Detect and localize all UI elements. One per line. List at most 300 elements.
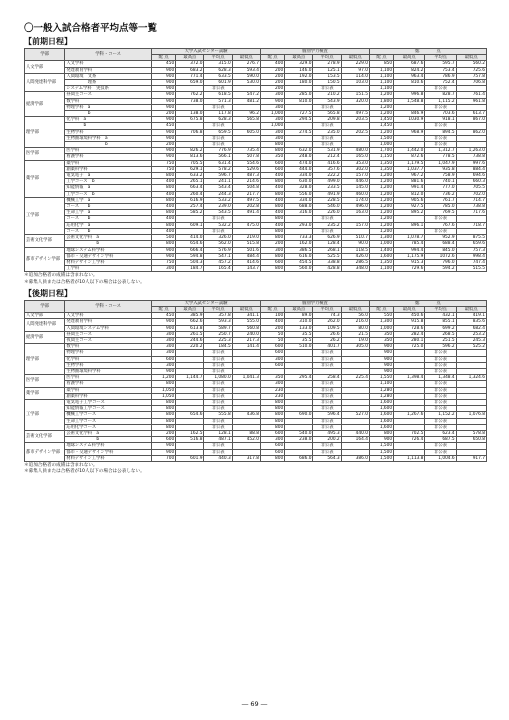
- value-cell: 800: [152, 185, 176, 191]
- value-cell: 348.0: [341, 266, 369, 272]
- course-cell: 昼間主コース: [65, 92, 152, 98]
- value-cell: 1,550: [369, 375, 393, 381]
- value-cell: 613.7: [456, 111, 486, 117]
- value-cell: 446.0: [341, 179, 369, 185]
- value-cell: 233.5: [313, 185, 341, 191]
- course-cell: 数学科: [65, 344, 152, 350]
- value-cell: 699.2: [425, 325, 456, 331]
- value-cell: 800: [261, 179, 285, 185]
- value-cell: 282.4: [394, 331, 425, 337]
- value-cell: 761.4: [456, 92, 486, 98]
- value-cell: 293.0: [285, 222, 313, 228]
- value-cell: 460.0: [341, 191, 369, 197]
- value-cell: 1,200: [369, 104, 393, 110]
- course-cell: 化学科: [65, 356, 152, 362]
- value-cell: 225.3: [204, 337, 232, 343]
- value-cell: 484.4: [232, 253, 260, 259]
- value-cell: 800: [261, 399, 285, 405]
- value-cell: 143.7: [232, 266, 260, 272]
- value-cell: 550: [369, 313, 393, 319]
- value-cell: 非公表: [204, 216, 232, 222]
- value-cell: 192.0: [285, 73, 313, 79]
- value-cell: 497.5: [232, 197, 260, 203]
- value-cell: 334.0: [285, 173, 313, 179]
- value-cell: 800: [152, 241, 176, 247]
- header-col: 配 点: [369, 306, 393, 312]
- value-cell: 609.1: [176, 222, 204, 228]
- value-cell: 654.6: [176, 412, 204, 418]
- value-cell: 219.0: [232, 235, 260, 241]
- course-cell: b: [65, 111, 152, 117]
- value-cell: 900: [369, 350, 393, 356]
- value-cell: 180.0: [285, 80, 313, 86]
- value-cell: 1,600: [369, 406, 393, 412]
- value-cell: 547.1: [204, 253, 232, 259]
- value-cell: 230: [261, 387, 285, 393]
- value-cell: 310.0: [285, 319, 313, 325]
- value-cell: 1,200: [369, 173, 393, 179]
- value-cell: 414.0: [176, 235, 204, 241]
- value-cell: 1,100: [369, 266, 393, 272]
- front-table: [24, 48, 487, 272]
- value-cell: 687.6: [394, 61, 425, 67]
- value-cell: 非公表: [204, 142, 232, 148]
- value-cell: 440.3: [204, 455, 232, 461]
- value-cell: 659.5: [204, 129, 232, 135]
- value-cell: 1,100: [369, 86, 393, 92]
- value-cell: 162.5: [176, 430, 204, 436]
- value-cell: 200.2: [313, 437, 341, 443]
- value-cell: 593.4: [232, 67, 260, 73]
- value-cell: 786.9: [425, 73, 456, 79]
- value-cell: 733.3: [285, 235, 313, 241]
- faculty-cell: 都市デザイン学部: [25, 443, 65, 462]
- header-col: 最高点: [285, 306, 313, 312]
- value-cell: 800: [152, 210, 176, 216]
- course-cell: 都市・交通デザイン学科: [65, 253, 152, 259]
- value-cell: 556.0: [285, 191, 313, 197]
- value-cell: 800: [152, 418, 176, 424]
- value-cell: 796.0: [425, 259, 456, 265]
- value-cell: 220.2: [176, 344, 204, 350]
- value-cell: 694.6: [456, 173, 486, 179]
- value-cell: 800: [152, 173, 176, 179]
- course-cell: 生物圏環境科学科 a: [65, 135, 152, 141]
- value-cell: 238.0: [285, 437, 313, 443]
- value-cell: 317.8: [232, 455, 260, 461]
- value-cell: 753.4: [425, 67, 456, 73]
- value-cell: 900: [152, 319, 176, 325]
- value-cell: 600: [261, 362, 285, 368]
- value-cell: 562.0: [204, 241, 232, 247]
- value-cell: 450: [152, 123, 176, 129]
- value-cell: 非公表: [204, 135, 232, 141]
- value-cell: 265.1: [176, 179, 204, 185]
- value-cell: 968.9: [394, 129, 425, 135]
- value-cell: 1030.9: [394, 117, 425, 123]
- value-cell: 440.0: [341, 430, 369, 436]
- value-cell: 725.6: [456, 67, 486, 73]
- value-cell: 400: [261, 197, 285, 203]
- note: ＊追加合格者の成績は含まれない。: [24, 273, 98, 279]
- value-cell: 531.9: [313, 148, 341, 154]
- value-cell: 900: [152, 443, 176, 449]
- value-cell: 593.3: [204, 319, 232, 325]
- value-cell: 705.5: [176, 160, 204, 166]
- value-cell: 900: [152, 325, 176, 331]
- value-cell: 1,398.4: [394, 375, 425, 381]
- value-cell: 非公表: [204, 362, 232, 368]
- course-cell: 電気電子工学コース: [65, 399, 152, 405]
- value-cell: 436.8: [232, 412, 260, 418]
- value-cell: 633.2: [176, 173, 204, 179]
- value-cell: 894.5: [425, 129, 456, 135]
- value-cell: 1,450: [369, 123, 393, 129]
- value-cell: 935.8: [425, 166, 456, 172]
- value-cell: 800: [261, 418, 285, 424]
- value-cell: 212.4: [313, 154, 341, 160]
- value-cell: 非公表: [313, 449, 341, 455]
- front-table-body: [25, 61, 487, 272]
- value-cell: 566.1: [204, 154, 232, 160]
- value-cell: 1,312.7: [425, 148, 456, 154]
- value-cell: 900: [152, 86, 176, 92]
- value-cell: 1,200: [369, 216, 393, 222]
- value-cell: 103.0: [341, 80, 369, 86]
- value-cell: 728.6: [394, 325, 425, 331]
- value-cell: 非公表: [425, 142, 456, 148]
- value-cell: 600: [152, 437, 176, 443]
- value-cell: 628.3: [204, 67, 232, 73]
- value-cell: 非公表: [425, 393, 456, 399]
- value-cell: 810.6: [394, 80, 425, 86]
- value-cell: 非公表: [204, 356, 232, 362]
- table-row: [25, 253, 487, 259]
- value-cell: 555.0: [232, 319, 260, 325]
- value-cell: 150.5: [313, 80, 341, 86]
- value-cell: 1,600: [369, 253, 393, 259]
- faculty-cell: 理学部: [25, 117, 65, 148]
- value-cell: 164.4: [341, 437, 369, 443]
- value-cell: 353.0: [341, 160, 369, 166]
- value-cell: 253.2: [456, 331, 486, 337]
- course-cell: 応用化学 a: [65, 222, 152, 228]
- value-cell: 200: [261, 325, 285, 331]
- value-cell: 900: [369, 362, 393, 368]
- value-cell: 480.0: [341, 148, 369, 154]
- value-cell: 862.0: [456, 129, 486, 135]
- value-cell: 510.0: [285, 344, 313, 350]
- value-cell: 532.2: [204, 222, 232, 228]
- value-cell: 800: [152, 222, 176, 228]
- value-cell: 812.0: [394, 191, 425, 197]
- value-cell: 761.7: [425, 197, 456, 203]
- value-cell: 1,080.0: [204, 375, 232, 381]
- value-cell: 800: [152, 381, 176, 387]
- value-cell: 900: [152, 98, 176, 104]
- value-cell: 1,200: [369, 204, 393, 210]
- course-cell: 創薬科学科: [65, 393, 152, 399]
- value-cell: 1,100: [369, 80, 393, 86]
- value-cell: 769.5: [425, 210, 456, 216]
- faculty-cell: 工学部: [25, 399, 65, 430]
- value-cell: 165.0: [341, 154, 369, 160]
- value-cell: 165.4: [204, 266, 232, 272]
- value-cell: 496.0: [341, 204, 369, 210]
- value-cell: 141.4: [232, 344, 260, 350]
- value-cell: 800: [261, 204, 285, 210]
- value-cell: 800: [152, 424, 176, 430]
- value-cell: 300: [261, 381, 285, 387]
- course-cell: 生命工学コース: [65, 418, 152, 424]
- value-cell: 118.5: [341, 247, 369, 253]
- course-cell: システム学科 実技系: [65, 86, 152, 92]
- value-cell: 26.6: [313, 331, 341, 337]
- value-cell: 非公表: [425, 216, 456, 222]
- value-cell: 145.0: [341, 185, 369, 191]
- value-cell: 300: [261, 437, 285, 443]
- value-cell: 740.1: [425, 179, 456, 185]
- value-cell: 302.0: [341, 166, 369, 172]
- value-cell: 997.6: [456, 160, 486, 166]
- value-cell: 504.8: [232, 185, 260, 191]
- value-cell: 491.4: [232, 210, 260, 216]
- value-cell: 非公表: [313, 104, 341, 110]
- value-cell: 905.6: [394, 197, 425, 203]
- value-cell: 400: [152, 204, 176, 210]
- value-cell: 543.4: [204, 185, 232, 191]
- value-cell: 97.0: [341, 67, 369, 73]
- value-cell: 非公表: [313, 381, 341, 387]
- value-cell: 非公表: [425, 424, 456, 430]
- value-cell: 703.6: [425, 111, 456, 117]
- value-cell: 915.8: [394, 319, 425, 325]
- value-cell: 547.2: [232, 92, 260, 98]
- course-cell: 創薬科学科: [65, 166, 152, 172]
- course-cell: 理系: [65, 80, 152, 86]
- value-cell: 非公表: [204, 443, 232, 449]
- value-cell: 650.8: [456, 437, 486, 443]
- value-cell: 706.8: [456, 80, 486, 86]
- course-cell: 電気電子 a: [65, 173, 152, 179]
- value-cell: 非公表: [313, 399, 341, 405]
- value-cell: 600: [261, 449, 285, 455]
- value-cell: 738.8: [456, 204, 486, 210]
- value-cell: 128.1: [204, 430, 232, 436]
- value-cell: 800: [261, 148, 285, 154]
- value-cell: 非公表: [425, 356, 456, 362]
- value-cell: 341.1: [232, 313, 260, 319]
- value-cell: 690.0: [285, 412, 313, 418]
- value-cell: 357.6: [313, 166, 341, 172]
- value-cell: 非公表: [204, 228, 232, 234]
- value-cell: 571.3: [204, 98, 232, 104]
- value-cell: 450.6: [394, 313, 425, 319]
- value-cell: 1,150: [369, 154, 393, 160]
- value-cell: 1,200: [369, 210, 393, 216]
- value-cell: 419.1: [456, 313, 486, 319]
- value-cell: 475.0: [232, 222, 260, 228]
- value-cell: 400: [261, 61, 285, 67]
- value-cell: 600: [261, 443, 285, 449]
- course-cell: 夜間主コース: [65, 337, 152, 343]
- value-cell: 872.6: [394, 154, 425, 160]
- value-cell: 725.0: [394, 344, 425, 350]
- value-cell: 515.8: [232, 241, 260, 247]
- value-cell: 1,000: [369, 142, 393, 148]
- value-cell: 682.4: [456, 325, 486, 331]
- value-cell: 800: [261, 424, 285, 430]
- note: ＊募集人員または合格者が10人以下の場合は公表しない。: [24, 279, 145, 285]
- value-cell: 810.0: [285, 98, 313, 104]
- value-cell: 1,350: [369, 160, 393, 166]
- front-notes: [24, 273, 487, 285]
- value-cell: 1,047.9: [425, 160, 456, 166]
- value-cell: 非公表: [425, 418, 456, 424]
- value-cell: 595.7: [425, 61, 456, 67]
- value-cell: 762.2: [176, 92, 204, 98]
- value-cell: 88.8: [232, 430, 260, 436]
- value-cell: 1,200: [369, 197, 393, 203]
- value-cell: 386.0: [341, 455, 369, 461]
- value-cell: 非公表: [313, 135, 341, 141]
- value-cell: 400: [152, 191, 176, 197]
- value-cell: 268.5: [425, 331, 456, 337]
- value-cell: 896.1: [394, 222, 425, 228]
- value-cell: 1,500: [369, 455, 393, 461]
- value-cell: 1,280: [369, 387, 393, 393]
- value-cell: 241.1: [204, 179, 232, 185]
- value-cell: 328.0: [285, 185, 313, 191]
- value-cell: 300: [261, 135, 285, 141]
- value-cell: 1,100: [369, 73, 393, 79]
- value-cell: 1,078.7: [394, 235, 425, 241]
- course-cell: 人間環境システム学科: [65, 325, 152, 331]
- value-cell: 1,500: [369, 443, 393, 449]
- value-cell: 771.4: [176, 73, 204, 79]
- value-cell: 1,200: [369, 191, 393, 197]
- course-cell: 地球システム科学科: [65, 247, 152, 253]
- value-cell: 590.0: [232, 73, 260, 79]
- value-cell: 747.4: [456, 259, 486, 265]
- value-cell: 1,179.5: [394, 160, 425, 166]
- value-cell: 900: [152, 129, 176, 135]
- value-cell: 516.8: [176, 437, 204, 443]
- value-cell: 585.2: [176, 210, 204, 216]
- value-cell: 1,600: [369, 424, 393, 430]
- value-cell: 1,200: [369, 228, 393, 234]
- value-cell: 19.0: [341, 337, 369, 343]
- value-cell: 900: [369, 368, 393, 374]
- value-cell: 543.9: [313, 98, 341, 104]
- value-cell: 316.0: [285, 210, 313, 216]
- value-cell: 285.0: [285, 92, 313, 98]
- value-cell: 605.0: [232, 129, 260, 135]
- value-cell: 727.5: [285, 111, 313, 117]
- value-cell: 非公表: [425, 86, 456, 92]
- table-row: [25, 247, 487, 253]
- value-cell: 487.3: [232, 173, 260, 179]
- value-cell: 900: [369, 437, 393, 443]
- value-cell: 457.2: [204, 259, 232, 265]
- value-cell: 800: [261, 191, 285, 197]
- value-cell: 800: [261, 266, 285, 272]
- course-cell: 生物学科: [65, 129, 152, 135]
- value-cell: 414.6: [232, 259, 260, 265]
- faculty-cell: 薬学部: [25, 160, 65, 197]
- value-cell: 662.6: [176, 319, 204, 325]
- header-indiv: 個別学力検査: [261, 49, 370, 55]
- value-cell: 235.0: [313, 129, 341, 135]
- value-cell: 1,076.8: [456, 412, 486, 418]
- course-cell: b: [65, 241, 152, 247]
- value-cell: 非公表: [313, 424, 341, 430]
- header-col: 最高点: [394, 306, 425, 312]
- value-cell: 300: [152, 337, 176, 343]
- value-cell: 350: [261, 375, 285, 381]
- header-indiv: 個別学力検査: [261, 300, 370, 306]
- value-cell: 153.5: [313, 73, 341, 79]
- value-cell: 600: [261, 350, 285, 356]
- value-cell: 1,200: [369, 179, 393, 185]
- faculty-cell: 工学部: [25, 197, 65, 234]
- value-cell: 非公表: [204, 424, 232, 430]
- value-cell: 1,115.2: [425, 98, 456, 104]
- value-cell: 非公表: [425, 368, 456, 374]
- value-cell: 1,600: [369, 418, 393, 424]
- course-cell: 看護学科: [65, 154, 152, 160]
- header-col: 平均点: [204, 55, 232, 61]
- value-cell: 800: [152, 406, 176, 412]
- value-cell: 257.4: [176, 204, 204, 210]
- course-cell: 芸術文化学科 a: [65, 430, 152, 436]
- value-cell: 426.0: [341, 253, 369, 259]
- value-cell: 300: [261, 117, 285, 123]
- value-cell: 416.6: [313, 160, 341, 166]
- course-cell: 材料デザイン工学科: [65, 259, 152, 265]
- value-cell: 300: [261, 104, 285, 110]
- value-cell: 235.2: [313, 222, 341, 228]
- value-cell: 184.7: [176, 266, 204, 272]
- value-cell: 35.5: [285, 337, 313, 343]
- faculty-cell: 医学部: [25, 148, 65, 160]
- value-cell: 200: [261, 80, 285, 86]
- value-cell: 163.0: [341, 210, 369, 216]
- value-cell: 800: [152, 399, 176, 405]
- value-cell: 非公表: [313, 86, 341, 92]
- course-cell: 材料デザイン工学科: [65, 455, 152, 461]
- value-cell: 778.5: [425, 154, 456, 160]
- value-cell: 非公表: [425, 399, 456, 405]
- value-cell: 1,000: [369, 325, 393, 331]
- value-cell: 244.6: [176, 337, 204, 343]
- course-cell: 機械工学 a: [65, 197, 152, 203]
- table-row: [25, 455, 487, 461]
- value-cell: 963.4: [394, 73, 425, 79]
- value-cell: 1,100: [369, 381, 393, 387]
- value-cell: 245.3: [456, 337, 486, 343]
- value-cell: 133.0: [285, 325, 313, 331]
- value-cell: 596.2: [425, 344, 456, 350]
- value-cell: 1,600: [369, 412, 393, 418]
- value-cell: 258.4: [313, 375, 341, 381]
- header-col: 最低点: [456, 306, 486, 312]
- value-cell: 578.8: [456, 430, 486, 436]
- value-cell: 400: [261, 185, 285, 191]
- value-cell: 350: [369, 331, 393, 337]
- course-cell: 薬学科: [65, 160, 152, 166]
- value-cell: 非公表: [425, 449, 456, 455]
